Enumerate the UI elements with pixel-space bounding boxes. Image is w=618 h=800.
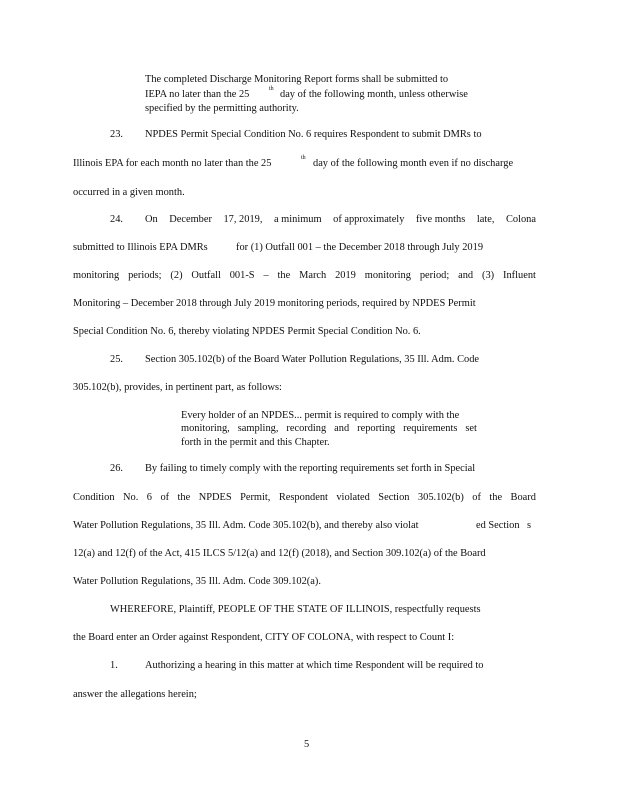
page-number: 5	[304, 739, 310, 750]
p23-line2a: Illinois EPA for each month no later than the 25	[73, 158, 272, 169]
p26-line5: Water Pollution Regulations, 35 Ill. Adm. Code 309.102(a).	[73, 576, 321, 587]
p24-line5: Special Condition No. 6, thereby violating NPDES Permit Special Condition No. 6.	[73, 326, 421, 337]
p26-line3b: ed Section	[476, 520, 520, 531]
item1-number: 1.	[110, 660, 118, 671]
quote1-line1: The completed Discharge Monitoring Report forms shall be submitted to	[145, 74, 449, 85]
p23-line3: occurred in a given month.	[73, 187, 185, 198]
p25-line1: Section 305.102(b) of the Board Water Pollution Regulations, 35 Ill. Adm. Code	[145, 354, 480, 365]
p26-line4: 12(a) and 12(f) of the Act, 415 ILCS 5/12(a) and 12(f) (2018), and Section 309.102(a) of the Board	[73, 548, 486, 559]
p26-line3c: s	[527, 520, 532, 531]
p23-sup: th	[301, 155, 306, 161]
wherefore-line1: WHEREFORE, Plaintiff, PEOPLE OF THE STATE OF ILLINOIS, respectfully requests	[110, 604, 481, 615]
quote2-line2: monitoring, sampling, recording and reporting requirements set	[181, 423, 477, 434]
item1-line2: answer the allegations herein;	[73, 689, 197, 700]
quote2-line3: forth in the permit and this Chapter.	[181, 437, 330, 448]
p26-number: 26.	[110, 463, 123, 474]
quote1-line2b: day of the following month, unless otherwise	[280, 89, 468, 100]
quote1-sup: th	[269, 86, 274, 92]
wherefore-line2: the Board enter an Order against Respondent, CITY OF COLONA, with respect to Count I:	[73, 632, 455, 643]
p26-line2: Condition No. 6 of the NPDES Permit, Respondent violated Section 305.102(b) of the Board	[73, 492, 536, 503]
quote2-line1: Every holder of an NPDES... permit is required to comply with the	[181, 410, 460, 421]
item1-line1: Authorizing a hearing in this matter at which time Respondent will be required to	[145, 660, 484, 671]
p23-line1: NPDES Permit Special Condition No. 6 requires Respondent to submit DMRs to	[145, 129, 482, 140]
p24-line3: monitoring periods; (2) Outfall 001-S – the March 2019 monitoring period; and (3) Influent	[73, 270, 536, 281]
p26-line3a: Water Pollution Regulations, 35 Ill. Adm. Code 305.102(b), and thereby also violat	[73, 520, 419, 531]
p26-line1: By failing to timely comply with the reporting requirements set forth in Special	[145, 463, 476, 474]
p24-number: 24.	[110, 214, 123, 225]
p24-line2b: for (1) Outfall 001 – the December 2018 through July 2019	[236, 242, 484, 253]
p25-number: 25.	[110, 354, 123, 365]
p23-number: 23.	[110, 129, 123, 140]
p24-line1: On December 17, 2019, a minimum of approximately five months late, Colona	[145, 214, 536, 225]
p24-line2a: submitted to Illinois EPA DMRs	[73, 242, 208, 253]
p23-line2b: day of the following month even if no discharge	[313, 158, 514, 169]
p25-line2: 305.102(b), provides, in pertinent part, as follows:	[73, 382, 282, 393]
p24-line4: Monitoring – December 2018 through July 2019 monitoring periods, required by NPDES Permit	[73, 298, 476, 309]
quote1-line3: specified by the permitting authority.	[145, 103, 299, 114]
quote1-line2a: IEPA no later than the 25	[145, 89, 250, 100]
